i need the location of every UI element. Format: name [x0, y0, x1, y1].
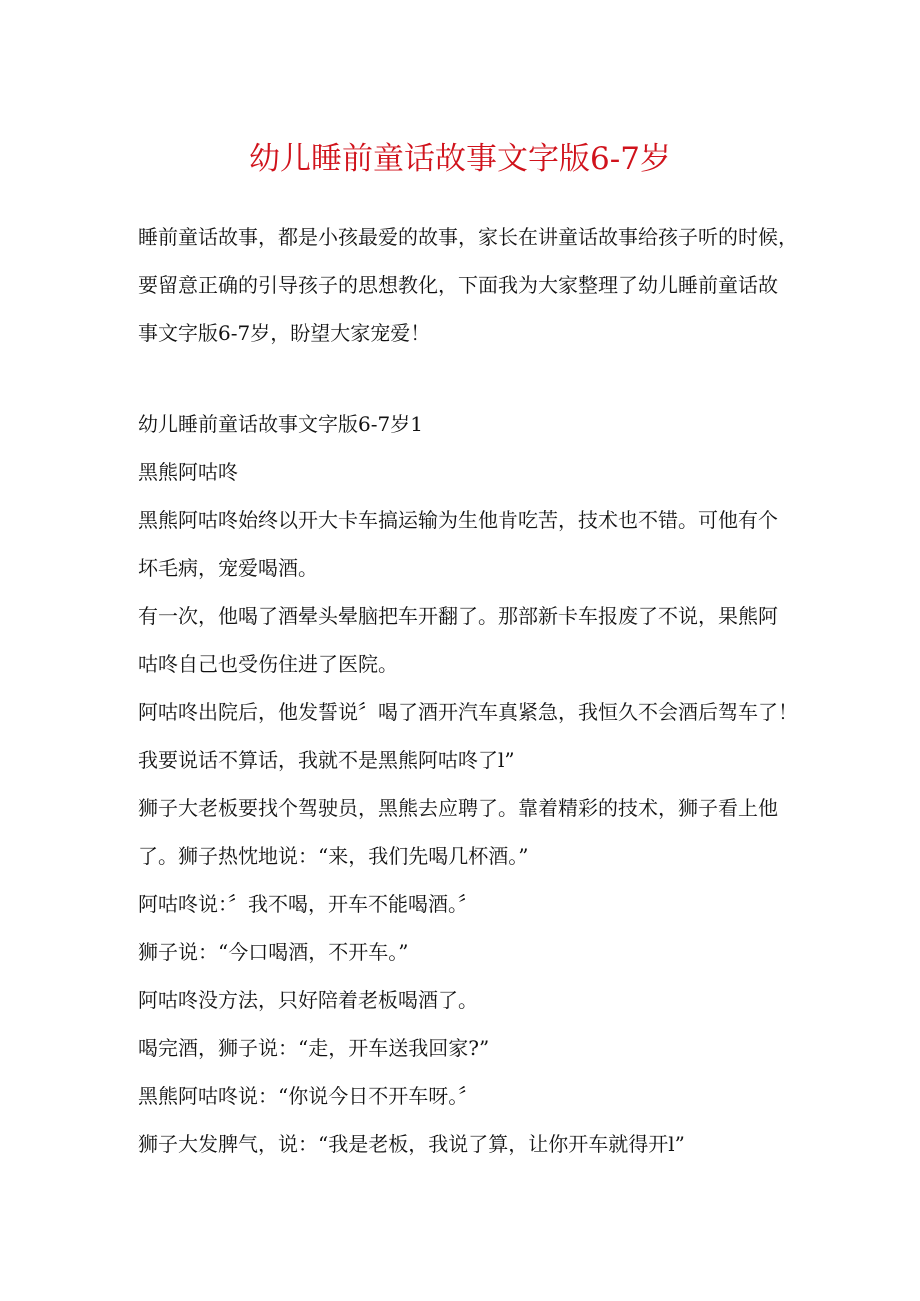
story-line: 了。狮子热忱地说：“来，我们先喝几杯酒。”: [138, 844, 529, 868]
intro-line: 要留意正确的引导孩子的思想教化，下面我为大家整理了幼儿睡前童话故: [138, 273, 778, 297]
intro-paragraph: [138, 213, 798, 357]
story-body: [138, 400, 798, 1168]
story-line: 黑熊阿咕咚始终以开大卡车搞运输为生他肯吃苦，技术也不错。可他有个: [138, 508, 778, 532]
story-line: 狮子说：“今口喝酒，不开车。”: [138, 940, 409, 964]
story-line: 咕咚自己也受伤住进了医院。: [138, 652, 398, 676]
story-line: 狮子大发脾气，说：“我是老板，我说了算，让你开车就得开l”: [138, 1132, 685, 1156]
story-line: 我要说话不算话，我就不是黑熊阿咕咚了l”: [138, 748, 515, 772]
section-heading: 幼儿睡前童话故事文字版6-7岁1: [138, 412, 423, 436]
document-title: 幼儿睡前童话故事文字版6-7岁: [249, 141, 671, 177]
story-line: 阿咕咚没方法，只好陪着老板喝酒了。: [138, 988, 478, 1012]
story-title: 黑熊阿咕咚: [138, 460, 238, 484]
story-line: 阿咕咚出院后，他发誓说〞喝了酒开汽车真紧急，我恒久不会酒后驾车了！: [138, 700, 798, 724]
intro-line: 睡前童话故事，都是小孩最爱的故事，家长在讲童话故事给孩子听的时候，: [138, 225, 798, 249]
story-line: 坏毛病，宠爱喝酒。: [138, 556, 318, 580]
story-line: 狮子大老板要找个驾驶员，黑熊去应聘了。靠着精彩的技术，狮子看上他: [138, 796, 778, 820]
story-line: 黑熊阿咕咚说：“你说今日不开车呀。〞: [138, 1084, 479, 1108]
story-line: 有一次，他喝了酒晕头晕脑把车开翻了。那部新卡车报废了不说，果熊阿: [138, 604, 778, 628]
story-line: 阿咕咚说：〞我不喝，开车不能喝酒。〞: [138, 892, 478, 916]
intro-line: 事文字版6-7岁，盼望大家宠爱！: [138, 321, 431, 345]
story-line: 喝完酒，狮子说：“走，开车送我回家?”: [138, 1036, 490, 1060]
